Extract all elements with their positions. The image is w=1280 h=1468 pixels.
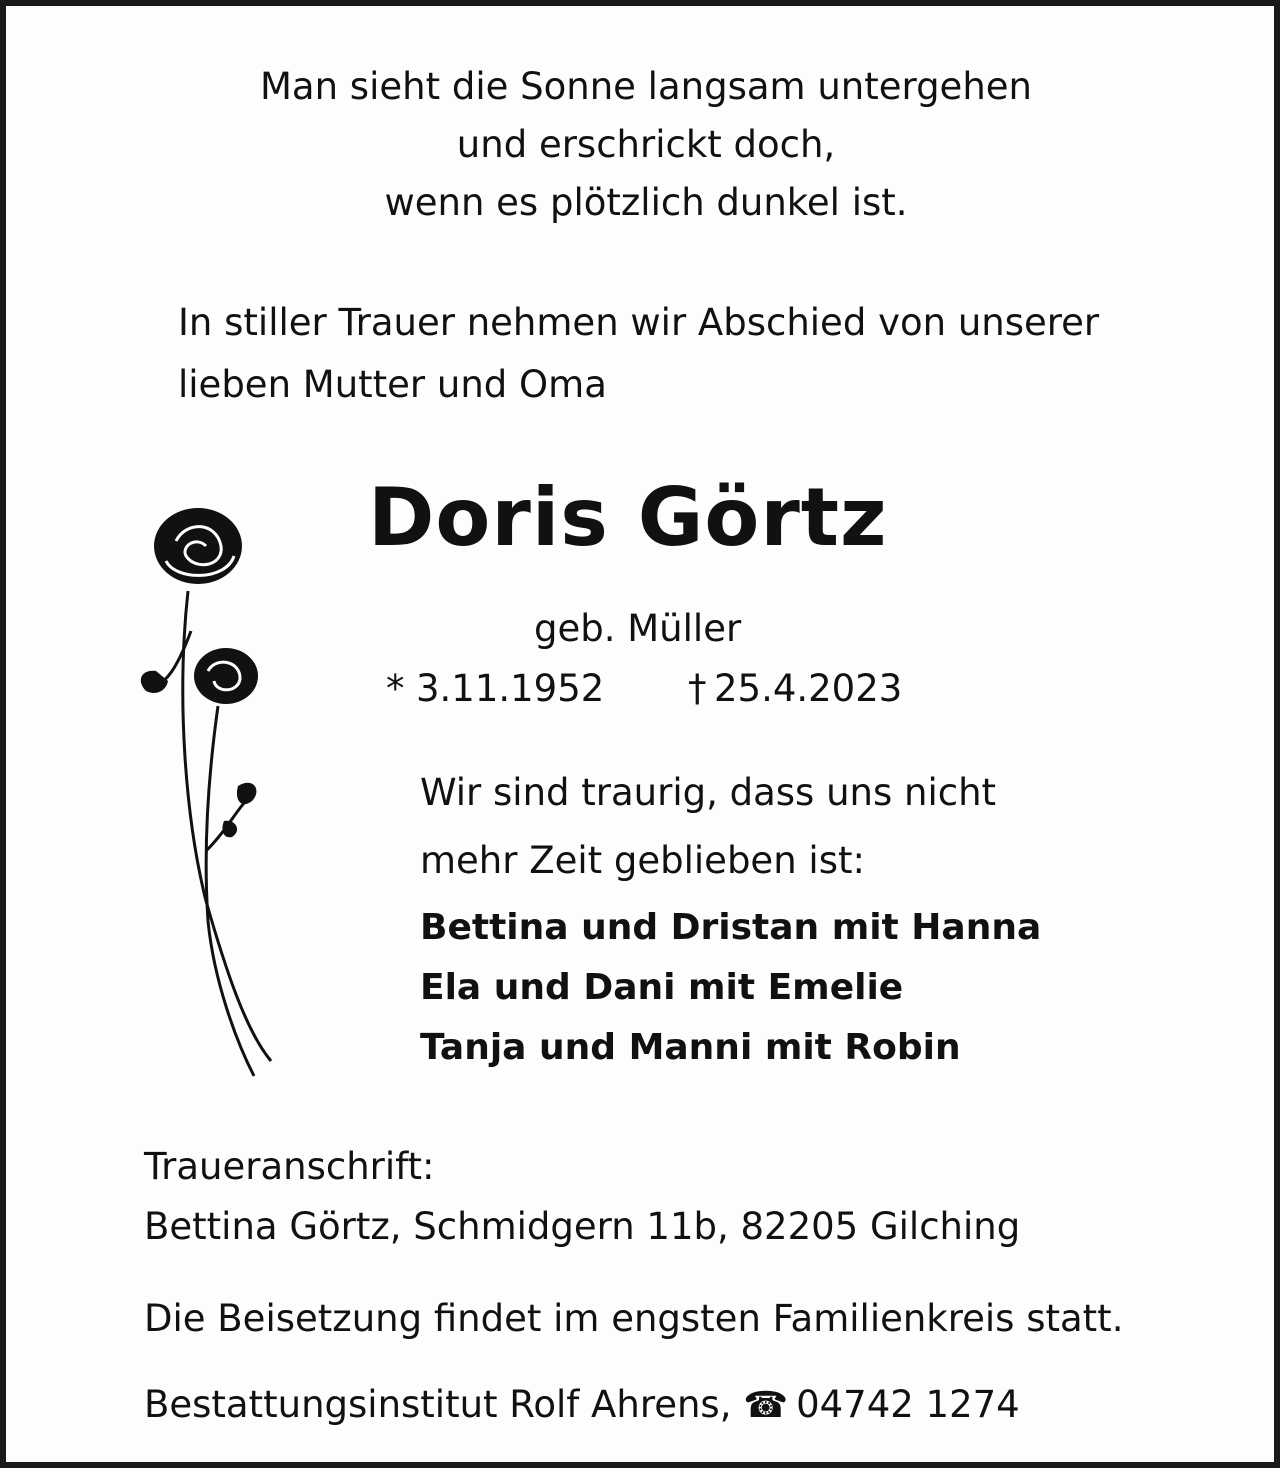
death-symbol: †: [688, 667, 707, 710]
poem-line-2: und erschrickt doch,: [456, 123, 836, 166]
address-value: Bettina Görtz, Schmidgern 11b, 82205 Gilching: [144, 1205, 1021, 1248]
poem-line-3: wenn es plötzlich dunkel ist.: [384, 181, 908, 224]
family-line-3: Tanja und Manni mit Robin: [420, 1027, 961, 1068]
undertaker-name: Bestattungsinstitut Rolf Ahrens,: [144, 1383, 732, 1426]
deceased-name: Doris Görtz: [368, 471, 888, 564]
message-line-1: Wir sind traurig, dass uns nicht: [420, 771, 997, 814]
family-line-2: Ela und Dani mit Emelie: [420, 967, 904, 1008]
intro-line-2: lieben Mutter und Oma: [178, 363, 607, 406]
birth-symbol: *: [386, 667, 405, 710]
phone-number: 04742 1274: [796, 1383, 1020, 1426]
undertaker-line: [144, 1383, 1020, 1426]
birth-date: 3.11.1952: [416, 667, 605, 710]
birth-name: geb. Müller: [534, 607, 742, 650]
poem-line-1: Man sieht die Sonne langsam untergehen: [260, 65, 1032, 108]
message-line-2: mehr Zeit geblieben ist:: [420, 839, 865, 882]
family-line-1: Bettina und Dristan mit Hanna: [420, 907, 1042, 948]
address-label: Traueranschrift:: [144, 1145, 435, 1188]
telephone-icon: ☎: [743, 1385, 789, 1426]
death-date: 25.4.2023: [714, 667, 903, 710]
funeral-note: Die Beisetzung findet im engsten Familienkreis statt.: [144, 1297, 1124, 1340]
rose-illustration: [136, 501, 276, 1091]
intro-line-1: In stiller Trauer nehmen wir Abschied von unserer: [178, 301, 1100, 344]
